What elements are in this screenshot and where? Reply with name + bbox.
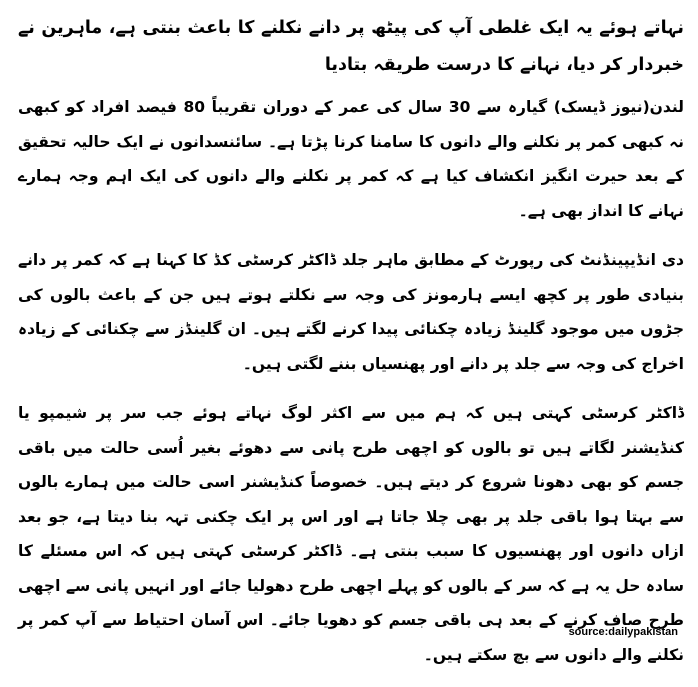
article — [18, 10, 684, 687]
source-credit: source:dailypakistan — [568, 626, 678, 638]
article-headline: نہاتے ہوئے یہ ایک غلطی آپ کی پیٹھ پر دانے نکلنے کا باعث بنتی ہے، ماہرین نے خبردار کر دیا، نہانے کا درست طریقہ بتادیا — [18, 18, 684, 75]
article-paragraph-3: ڈاکٹر کرسٹی کہتی ہیں کہ ہم میں سے اکثر لوگ نہاتے ہوئے جب سر پر شیمپو یا کنڈیشنر لگاتے ہیں تو بالوں کو اچھی طرح پانی سے دھوئے بغیر اُسی حالت میں باقی جسم کو بھی دھونا شروع کر دیتے ہیں۔ خصوصاً کنڈیشنر اسی حالت میں ہمارے بالوں سے بہتا ہوا باقی جلد پر بھی چلا جاتا ہے اور اس پر ایک چکنی تہہ بنا دیتا ہے، جو بعد ازاں دانوں اور پھنسیوں کا سبب بنتی ہے۔ ڈاکٹر کرسٹی کہتی ہیں کہ اس مسئلے کا سادہ حل یہ ہے کہ سر کے بالوں کو پہلے اچھی طرح دھولیا جائے اور انہیں پانی سے اچھی طرح صاف کرنے کے بعد ہی باقی جسم کو دھویا جائے۔ اس آسان احتیاط سے آپ کمر پر نکلنے والے دانوں سے بچ سکتے ہیں۔ — [18, 404, 684, 664]
article-paragraph-1: لندن(نیوز ڈیسک) گیارہ سے 30 سال کی عمر کے دوران تقریباً 80 فیصد افراد کو کبھی نہ کبھی کمر پر نکلنے والے دانوں کا سامنا کرنا پڑتا ہے۔ سائنسدانوں نے ایک حالیہ تحقیق کے بعد حیرت انگیز انکشاف کیا ہے کہ کمر پر نکلنے والے دانوں کی ایک اہم وجہ ہمارے نہانے کا انداز بھی ہے۔ — [18, 98, 684, 220]
article-paragraph-2: دی انڈیپینڈنٹ کی رپورٹ کے مطابق ماہر جلد ڈاکٹر کرسٹی کڈ کا کہنا ہے کہ کمر پر دانے بنیادی طور پر کچھ ایسے ہارمونز کی وجہ سے نکلتے ہوتے ہیں جن کے باعث بالوں کی جڑوں میں موجود گلینڈ زیادہ چکنائی پیدا کرنے لگتے ہیں۔ ان گلینڈز سے چکنائی کے زیادہ اخراج کی وجہ سے جلد پر دانے اور پھنسیاں بننے لگتی ہیں۔ — [18, 251, 684, 373]
